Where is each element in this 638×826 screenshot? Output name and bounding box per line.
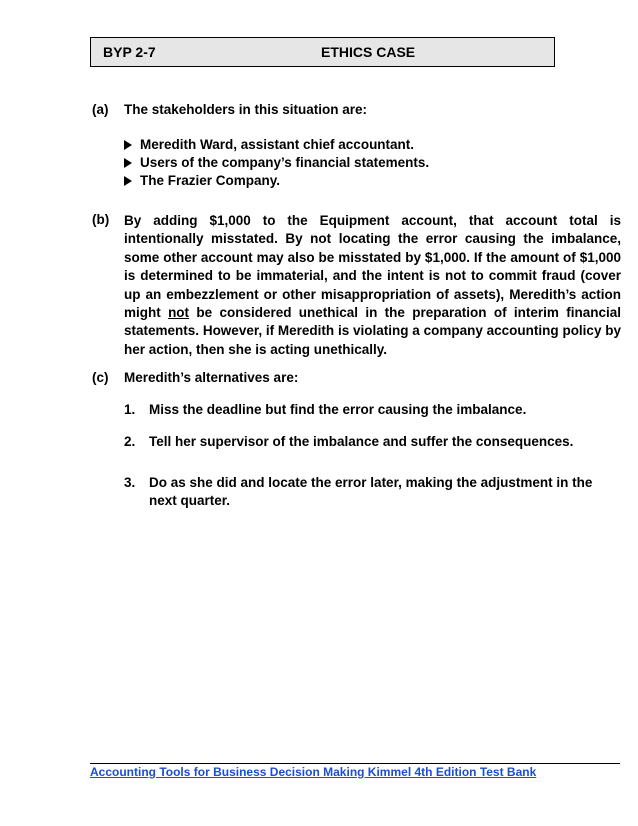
section-b-label: (b) [92, 212, 110, 227]
list-item: Users of the company’s financial statements. [124, 155, 429, 170]
item-number: 1. [124, 402, 136, 417]
case-title: ETHICS CASE [321, 44, 416, 60]
section-a-intro: The stakeholders in this situation are: [124, 102, 368, 117]
header-box [90, 37, 555, 67]
exercise-code: BYP 2-7 [103, 44, 156, 60]
arrow-bullet-icon [124, 176, 132, 186]
footer-link[interactable]: Accounting Tools for Business Decision Making Kimmel 4th Edition Test Bank [90, 765, 537, 779]
section-c-label: (c) [92, 370, 109, 385]
section-b-paragraph: By adding $1,000 to the Equipment account, that account total is intentionally misstated. By not locating the error causing the imbalance, some other account may also be misstated by $1,000. If the amount of $1,000 is determined to be immaterial, and the intent is not to commit fraud (cover up an embezzlement or other misappropriation of assets), Meredith’s action might not be considered unethical in the preparation of interim financial statements. However, if Meredith is violating a company accounting policy by her action, then she is acting unethically. [124, 213, 621, 357]
list-item: The Frazier Company. [124, 173, 280, 188]
item-number: 3. [124, 475, 136, 490]
section-a-label: (a) [92, 102, 109, 117]
list-item: Meredith Ward, assistant chief accountant. [124, 137, 414, 152]
item-number: 2. [124, 434, 136, 449]
section-c-intro: Meredith’s alternatives are: [124, 370, 299, 385]
alternative-item: Tell her supervisor of the imbalance and suffer the consequences. [149, 434, 574, 449]
footer-divider [90, 763, 620, 764]
alternative-item: Do as she did and locate the error later, making the adjustment in the next quarter. [149, 475, 593, 509]
underlined-word: not [168, 305, 190, 321]
arrow-bullet-icon [124, 140, 132, 150]
alternative-item: Miss the deadline but find the error causing the imbalance. [149, 402, 527, 417]
arrow-bullet-icon [124, 158, 132, 168]
